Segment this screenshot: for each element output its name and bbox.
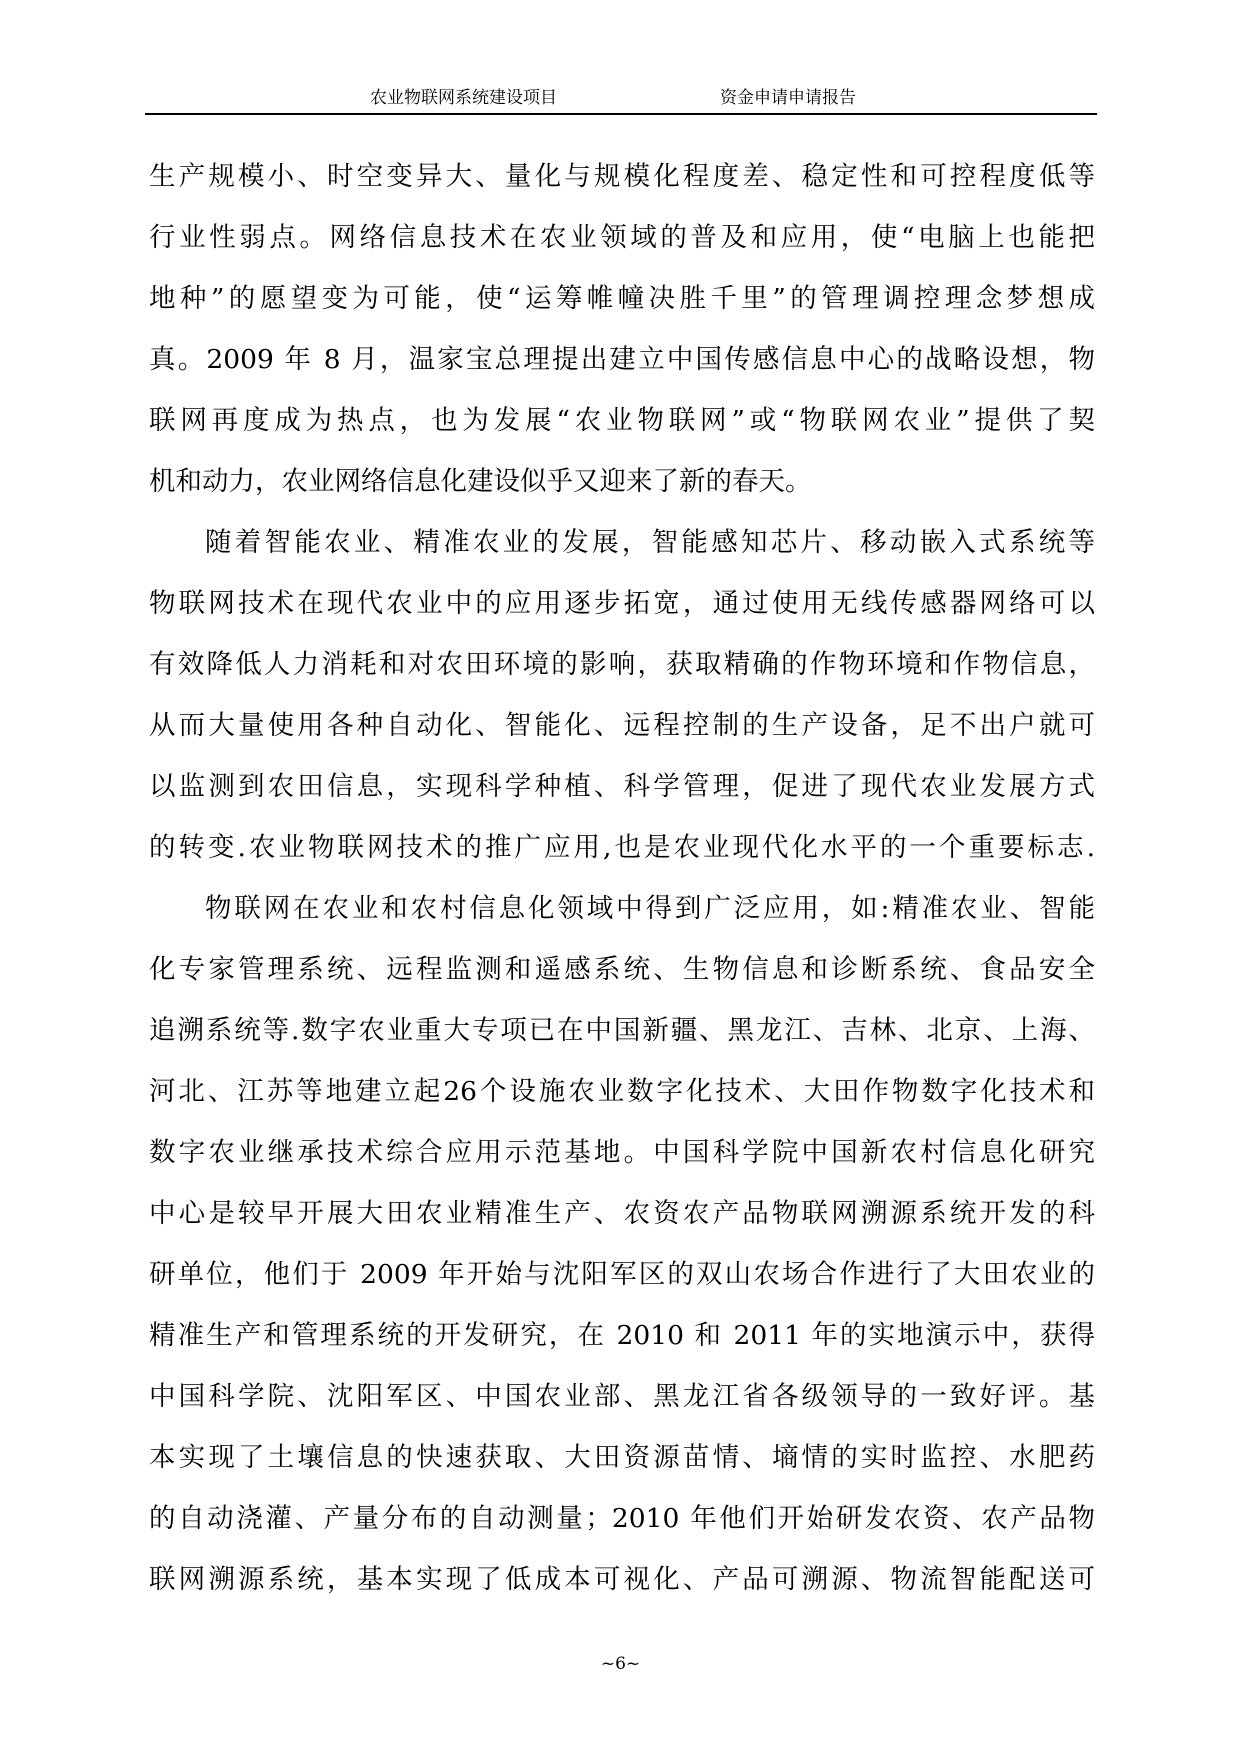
text-line: 联网再度成为热点，也为发展“农业物联网”或“物联网农业”提供了契 [149, 405, 1095, 436]
text-line: 中国科学院、沈阳军区、中国农业部、黑龙江省各级领导的一致好评。基 [149, 1381, 1095, 1412]
text-line: 随着智能农业、精准农业的发展，智能感知芯片、移动嵌入式系统等 [205, 527, 1095, 558]
text-line: 物联网技术在现代农业中的应用逐步拓宽，通过使用无线传感器网络可以 [149, 588, 1095, 619]
header-report-title: 资金申请申请报告 [720, 88, 856, 108]
paragraph [149, 146, 1095, 512]
running-header [145, 82, 1097, 114]
text-line: 的自动浇灌、产量分布的自动测量；2010 年他们开始研发农资、农产品物 [149, 1503, 1095, 1534]
paragraph [149, 512, 1095, 878]
page-number: ~6~ [600, 1654, 641, 1674]
text-line: 中心是较早开展大田农业精准生产、农资农产品物联网溯源系统开发的科 [149, 1198, 1095, 1229]
text-line: 从而大量使用各种自动化、智能化、远程控制的生产设备，足不出户就可 [149, 710, 1095, 741]
text-line: 化专家管理系统、远程监测和遥感系统、生物信息和诊断系统、食品安全 [149, 954, 1095, 985]
text-line: 的转变.农业物联网技术的推广应用,也是农业现代化水平的一个重要标志. [149, 832, 1095, 863]
header-project-title: 农业物联网系统建设项目 [370, 88, 557, 108]
text-line: 生产规模小、时空变异大、量化与规模化程度差、稳定性和可控程度低等 [149, 161, 1095, 192]
text-line: 河北、江苏等地建立起26个设施农业数字化技术、大田作物数字化技术和 [149, 1076, 1095, 1107]
text-line: 数字农业继承技术综合应用示范基地。中国科学院中国新农村信息化研究 [149, 1137, 1095, 1168]
text-line: 地种”的愿望变为可能，使“运筹帷幢决胜千里”的管理调控理念梦想成 [149, 283, 1095, 314]
text-line: 联网溯源系统，基本实现了低成本可视化、产品可溯源、物流智能配送可 [149, 1564, 1095, 1595]
text-line: 真。2009 年 8 月，温家宝总理提出建立中国传感信息中心的战略设想，物 [149, 344, 1095, 375]
text-line: 本实现了土壤信息的快速获取、大田资源苗情、墒情的实时监控、水肥药 [149, 1442, 1095, 1473]
text-line: 以监测到农田信息，实现科学种植、科学管理，促进了现代农业发展方式 [149, 771, 1095, 802]
body-text [149, 146, 1095, 1610]
text-line: 有效降低人力消耗和对农田环境的影响，获取精确的作物环境和作物信息， [149, 649, 1095, 680]
text-line: 研单位，他们于 2009 年开始与沈阳军区的双山农场合作进行了大田农业的 [149, 1259, 1095, 1290]
text-line: 行业性弱点。网络信息技术在农业领域的普及和应用，使“电脑上也能把 [149, 222, 1095, 253]
paragraph [149, 878, 1095, 1610]
text-line: 追溯系统等.数字农业重大专项已在中国新疆、黑龙江、吉林、北京、上海、 [149, 1015, 1095, 1046]
text-line: 机和动力，农业网络信息化建设似乎又迎来了新的春天。 [149, 466, 812, 497]
text-line: 精准生产和管理系统的开发研究，在 2010 和 2011 年的实地演示中，获得 [149, 1320, 1095, 1351]
header-rule [145, 113, 1097, 115]
text-line: 物联网在农业和农村信息化领域中得到广泛应用，如:精准农业、智能 [205, 893, 1095, 924]
